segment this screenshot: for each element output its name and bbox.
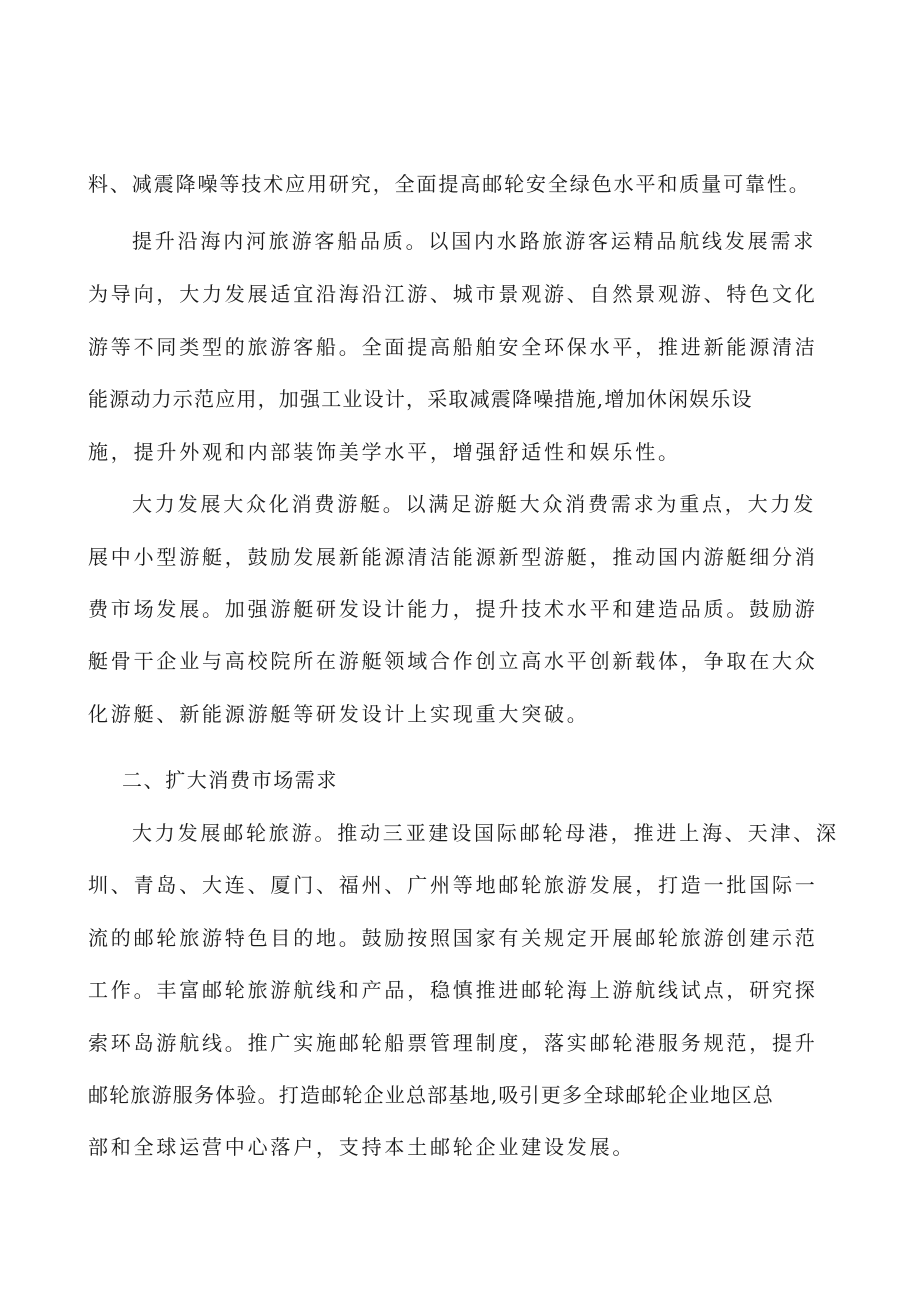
paragraph-line: 游等不同类型的旅游客船。全面提高船舶安全环保水平，推进新能源清洁 [88, 335, 818, 359]
paragraph-line: 化游艇、新能源游艇等研发设计上实现重大突破。 [88, 702, 590, 726]
paragraph-line: 大力发展邮轮旅游。推动三亚建设国际邮轮母港，推进上海、天津、深 [132, 821, 839, 845]
paragraph-line: 大力发展大众化消费游艇。以满足游艇大众消费需求为重点，大力发 [132, 492, 816, 516]
paragraph-line: 展中小型游艇，鼓励发展新能源清洁能源新型游艇，推动国内游艇细分消 [88, 545, 818, 569]
paragraph-line: 圳、青岛、大连、厦门、福州、广州等地邮轮旅游发展，打造一批国际一 [88, 873, 818, 897]
paragraph-line: 邮轮旅游服务体验。打造邮轮企业总部基地,吸引更多全球邮轮企业地区总 [88, 1083, 774, 1107]
paragraph-line: 索环岛游航线。推广实施邮轮船票管理制度，落实邮轮港服务规范，提升 [88, 1031, 818, 1055]
section-heading: 二、扩大消费市场需求 [122, 768, 338, 792]
paragraph-line: 流的邮轮旅游特色目的地。鼓励按照国家有关规定开展邮轮旅游创建示范 [88, 926, 818, 950]
paragraph-line: 为导向，大力发展适宜沿海沿江游、城市景观游、自然景观游、特色文化 [88, 282, 818, 306]
paragraph-line: 工作。丰富邮轮旅游航线和产品，稳慎推进邮轮海上游航线试点，研究探 [88, 978, 818, 1002]
paragraph-line: 部和全球运营中心落户，支持本土邮轮企业建设发展。 [88, 1135, 636, 1159]
paragraph-line: 艇骨干企业与高校院所在游艇领域合作创立高水平创新载体，争取在大众 [88, 649, 818, 673]
paragraph-line: 能源动力示范应用，加强工业设计，采取减震降噪措施,增加休闲娱乐设 [88, 387, 753, 411]
paragraph-line: 费市场发展。加强游艇研发设计能力，提升技术水平和建造品质。鼓励游 [88, 597, 818, 621]
paragraph-continuation-line: 料、减震降噪等技术应用研究，全面提高邮轮安全绿色水平和质量可靠性。 [88, 172, 811, 196]
paragraph-line: 提升沿海内河旅游客船品质。以国内水路旅游客运精品航线发展需求 [132, 229, 816, 253]
paragraph-line: 施，提升外观和内部装饰美学水平，增强舒适性和娱乐性。 [88, 440, 681, 464]
